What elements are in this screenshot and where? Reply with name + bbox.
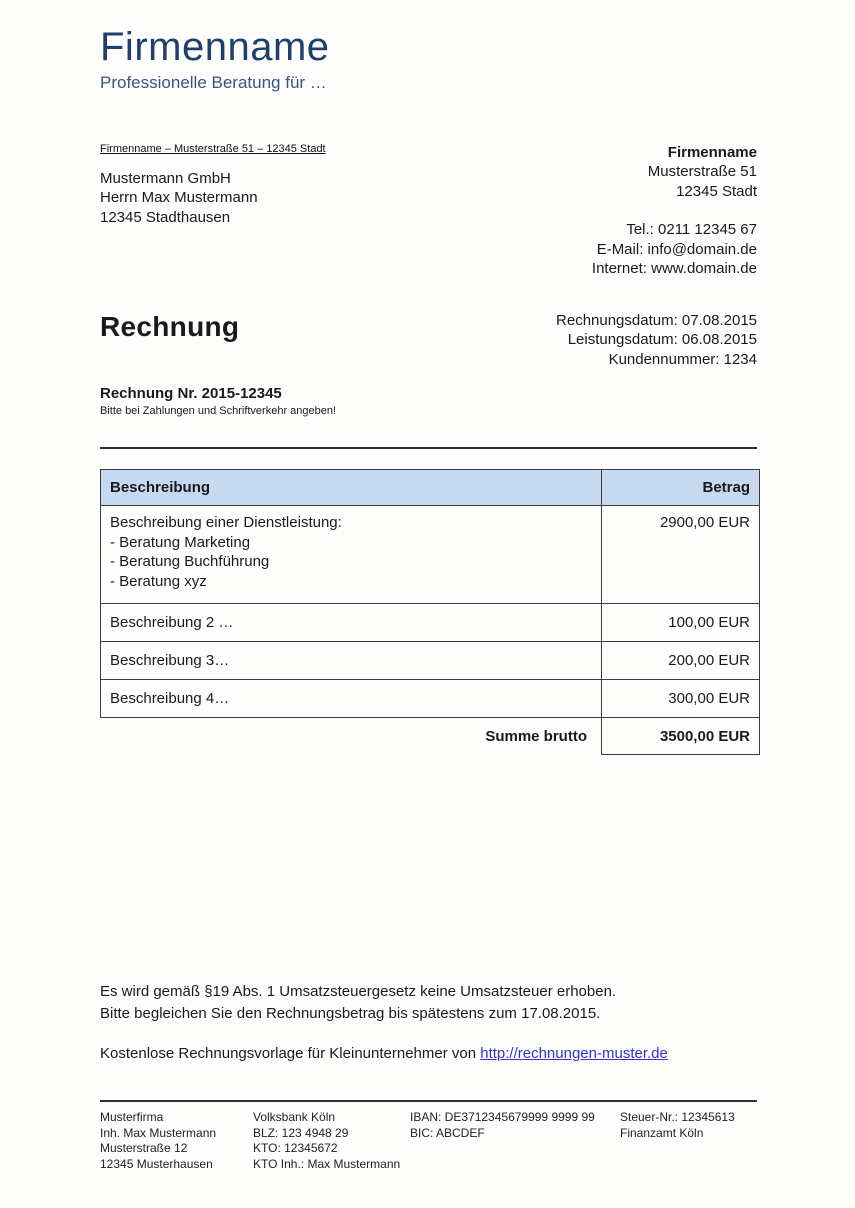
footer-line: Inh. Max Mustermann	[100, 1125, 217, 1140]
item-description: Beschreibung 4…	[101, 680, 602, 718]
footer-line: BIC: ABCDEF	[410, 1125, 485, 1140]
invoice-meta-line: Rechnungsdatum: 07.08.2015	[556, 311, 757, 329]
item-description: Beschreibung 2 …	[101, 604, 602, 642]
template-credit-line	[100, 1045, 757, 1062]
company-address-line: Musterstraße 51	[647, 163, 757, 181]
total-row	[101, 718, 760, 755]
item-description-line: - Beratung xyz	[110, 572, 207, 590]
document-title: Rechnung	[100, 310, 240, 342]
table-header-row	[101, 470, 760, 506]
company-contact-line: Tel.: 0211 12345 67	[626, 221, 757, 239]
table-row	[101, 506, 760, 604]
company-contact-name: Firmenname	[667, 143, 757, 161]
items-table	[100, 469, 760, 755]
item-description-line: - Beratung Buchführung	[110, 553, 270, 571]
table-row	[101, 642, 760, 680]
invoice-meta-line: Leistungsdatum: 06.08.2015	[567, 331, 757, 349]
promo-link[interactable]: http://rechnungen-muster.de	[480, 1045, 668, 1063]
item-description: Beschreibung 3…	[101, 642, 602, 680]
note-line: Es wird gemäß §19 Abs. 1 Umsatzsteuergesetz keine Umsatzsteuer erhoben.	[100, 983, 617, 1001]
letterhead	[100, 25, 757, 93]
company-tagline: Professionelle Beratung für …	[100, 72, 327, 92]
company-contact-block	[592, 143, 757, 279]
spacer	[592, 201, 757, 220]
footer-column-tax	[620, 1110, 757, 1172]
item-description	[101, 506, 602, 604]
separator-rule	[100, 447, 757, 449]
tax-notes	[100, 981, 757, 1024]
recipient-line: Herrn Max Mustermann	[100, 189, 258, 207]
table-row	[101, 680, 760, 718]
invoice-number-block	[100, 385, 757, 417]
address-section	[100, 143, 757, 279]
footer-line: KTO: 12345672	[253, 1141, 338, 1156]
footer-line: Steuer-Nr.: 12345613	[620, 1110, 735, 1125]
item-amount: 200,00 EUR	[602, 642, 760, 680]
recipient-line: 12345 Stadthausen	[100, 208, 231, 226]
footer-line: 12345 Musterhausen	[100, 1156, 213, 1171]
footer-line: Musterstraße 12	[100, 1141, 188, 1156]
item-amount: 100,00 EUR	[602, 604, 760, 642]
item-description-line: - Beratung Marketing	[110, 533, 251, 551]
item-amount: 2900,00 EUR	[602, 506, 760, 604]
recipient-line: Mustermann GmbH	[100, 169, 231, 187]
footer-column-company	[100, 1110, 253, 1172]
footer-line: Finanzamt Köln	[620, 1125, 704, 1140]
footer-line: KTO Inh.: Max Mustermann	[253, 1156, 401, 1171]
company-contact-line: E-Mail: info@domain.de	[596, 240, 757, 258]
item-amount: 300,00 EUR	[602, 680, 760, 718]
total-amount: 3500,00 EUR	[602, 718, 760, 755]
page-footer	[100, 1100, 757, 1172]
recipient-address	[100, 169, 326, 228]
sender-return-address: Firmenname – Musterstraße 51 – 12345 Stadt	[100, 142, 326, 155]
footer-column-iban	[410, 1110, 620, 1172]
title-section	[100, 311, 757, 370]
note-line: Bitte begleichen Sie den Rechnungsbetrag bis spätestens zum 17.08.2015.	[100, 1004, 601, 1022]
promo-text: Kostenlose Rechnungsvorlage für Kleinunternehmer von	[100, 1045, 481, 1063]
footer-column-bank	[253, 1110, 410, 1172]
column-header-description: Beschreibung	[101, 470, 602, 506]
company-logo: Firmenname	[100, 25, 330, 69]
item-description-line: Beschreibung einer Dienstleistung:	[110, 514, 342, 532]
footer-line: BLZ: 123 4948 29	[253, 1125, 349, 1140]
footer-line: Musterfirma	[100, 1110, 164, 1125]
invoice-meta	[556, 311, 757, 370]
footer-line: Volksbank Köln	[253, 1110, 336, 1125]
company-address-line: 12345 Stadt	[676, 182, 757, 200]
invoice-number-note: Bitte bei Zahlungen und Schriftverkehr angeben!	[100, 405, 337, 418]
table-row	[101, 604, 760, 642]
invoice-meta-line: Kundennummer: 1234	[608, 350, 757, 368]
total-label: Summe brutto	[485, 728, 587, 746]
footer-line: IBAN: DE3712345679999 9999 99	[410, 1110, 595, 1125]
company-contact-line: Internet: www.domain.de	[591, 260, 757, 278]
column-header-amount: Betrag	[602, 470, 760, 506]
recipient-block	[100, 143, 326, 279]
invoice-number: Rechnung Nr. 2015-12345	[100, 385, 282, 403]
